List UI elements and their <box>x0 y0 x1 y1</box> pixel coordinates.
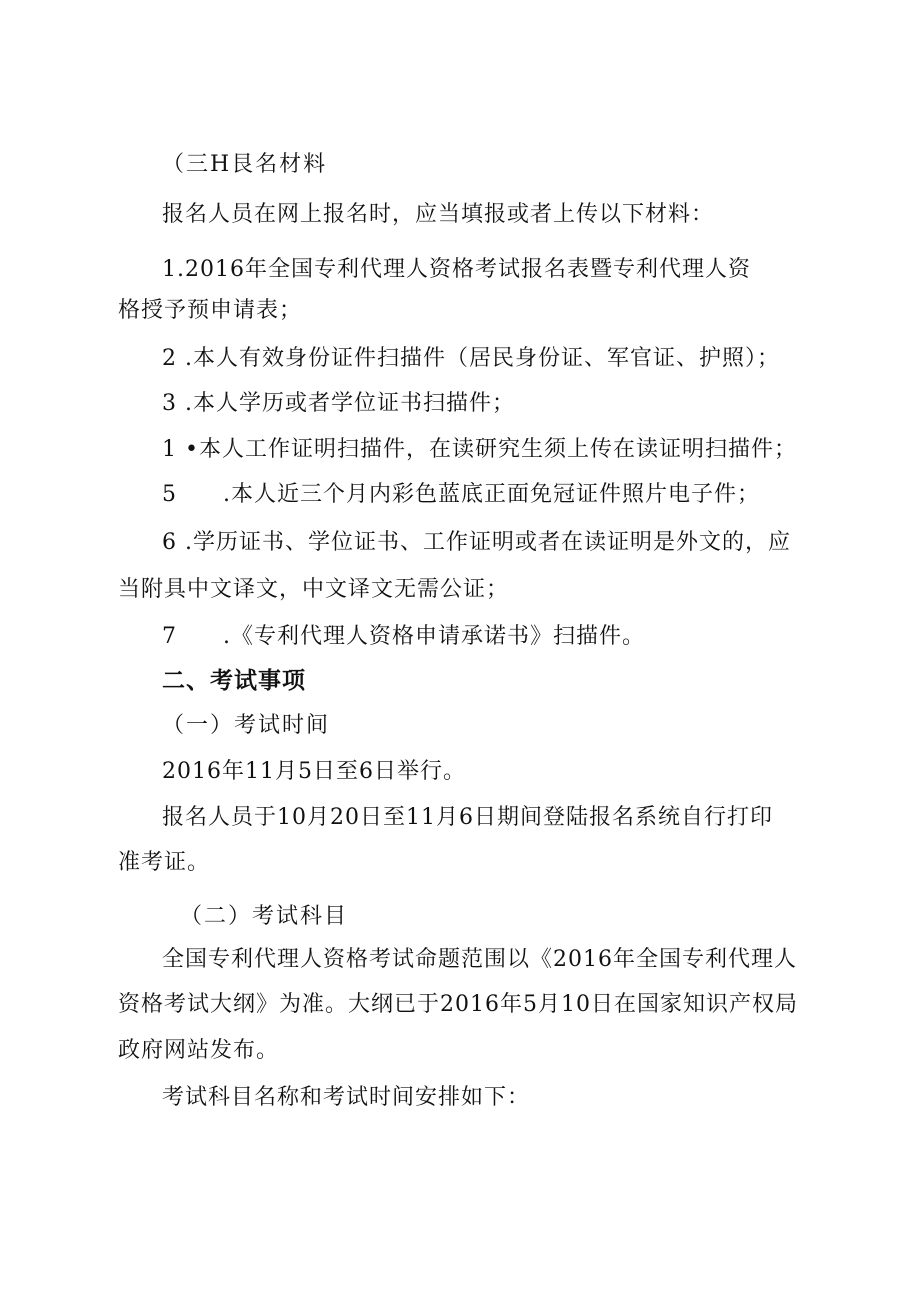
material-item-2: 2 .本人有效身份证件扫描件（居民身份证、军官证、护照）； <box>162 346 780 371</box>
material-item-1-line1: 1.2016年全国专利代理人资格考试报名表暨专利代理人资 <box>162 257 751 282</box>
material-item-1-line2: 格授予预申请表； <box>118 298 303 323</box>
material-item-6-line1: 6 .学历证书、学位证书、工作证明或者在读证明是外文的，应 <box>162 530 791 555</box>
subjects-paragraph-line1: 全国专利代理人资格考试命题范围以《2016年全国专利代理人 <box>162 947 797 972</box>
subjects-paragraph-line2: 资格考试大纲》为准。大纲已于2016年5月10日在国家知识产权局 <box>118 992 798 1017</box>
exam-time-subheading: （一）考试时间 <box>162 713 331 738</box>
exam-date-line: 2016年11月5日至6日举行。 <box>162 759 466 784</box>
admission-print-line2: 准考证。 <box>118 850 211 875</box>
subjects-schedule-intro: 考试科目名称和考试时间安排如下： <box>162 1085 531 1110</box>
materials-subheading: （三H艮名材料 <box>162 152 328 177</box>
material-item-5: 5 .本人近三个月内彩色蓝底正面免冠证件照片电子件； <box>162 482 760 507</box>
material-item-6-line2: 当附具中文译文，中文译文无需公证； <box>118 577 510 602</box>
exam-subjects-subheading: （二）考试科目 <box>180 904 349 929</box>
material-item-4: 1 •本人工作证明扫描件，在读研究生须上传在读证明扫描件； <box>162 437 797 462</box>
material-item-7: 7 .《专利代理人资格申请承诺书》扫描件。 <box>162 624 645 649</box>
exam-section-heading: 二、考试事项 <box>162 668 306 694</box>
materials-intro: 报名人员在网上报名时，应当填报或者上传以下材料： <box>162 202 715 227</box>
subjects-paragraph-line3: 政府网站发布。 <box>118 1038 280 1063</box>
material-item-3: 3 .本人学历或者学位证书扫描件； <box>162 391 515 416</box>
admission-print-line1: 报名人员于10月20日至11月6日期间登陆报名系统自行打印 <box>162 805 773 830</box>
